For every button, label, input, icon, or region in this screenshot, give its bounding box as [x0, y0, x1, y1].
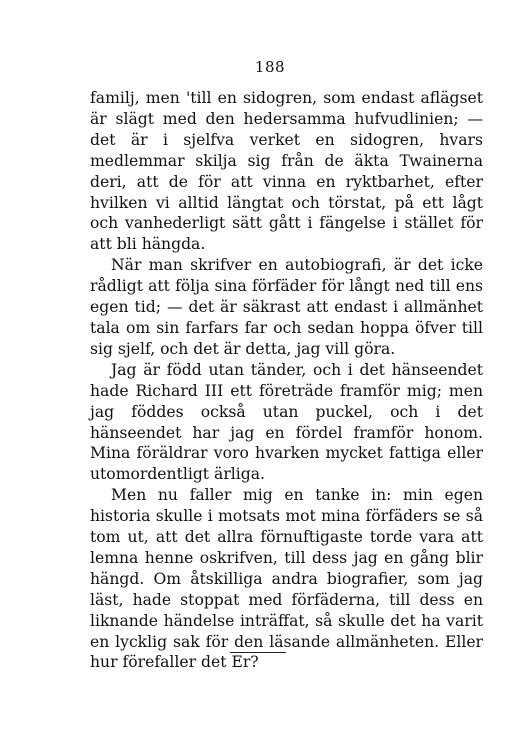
- page-number: 188: [254, 58, 286, 76]
- paragraph-4: Men nu faller mig en tanke in: min egen historia skulle i motsats mot mina förfäders se så tom ut, att det allra förnuftigaste torde vara att lemna henne oskrifven, till dess jag en gång blir hängd. Om åtskilliga andra biografier, som jag läst, hade stoppat med förfäderna, till dess en liknande händelse inträffat, så skulle det ha varit en lycklig sak för den läsande allmänheten. Eller hur förefaller det Er?: [90, 486, 483, 672]
- paragraph-1: familj, men 'till en sidogren, som endast aflägset är slägt med den hedersamma hufvudlinien; — det är i sjelfva verket en sidogren, hvars medlemmar skilja sig från de äkta Twainerna deri, att de för att vinna en ryktbarhet, efter hvilken vi alltid längtat och törstat, på ett lågt och vanhederligt sätt gått i fängelse i stället för att bli hängda.: [90, 89, 483, 254]
- paragraph-3: Jag är född utan tänder, och i det hänseendet hade Richard III ett företräde framför mig; men jag föddes också utan puckel, och i det hänseendet har jag en fördel framför honom. Mina föräldrar voro hvarken mycket fattiga eller utomordentligt ärliga.: [90, 360, 483, 484]
- paragraph-2: När man skrifver en autobiografi, är det icke rådligt att följa sina förfäder för långt ned till ens egen tid; — det är säkrast att endast i allmänhet tala om sin farfars far och sedan hoppa öfver till sig sjelf, och det är detta, jag vill göra.: [90, 256, 483, 358]
- end-rule: [230, 652, 286, 653]
- body-text: [90, 88, 483, 673]
